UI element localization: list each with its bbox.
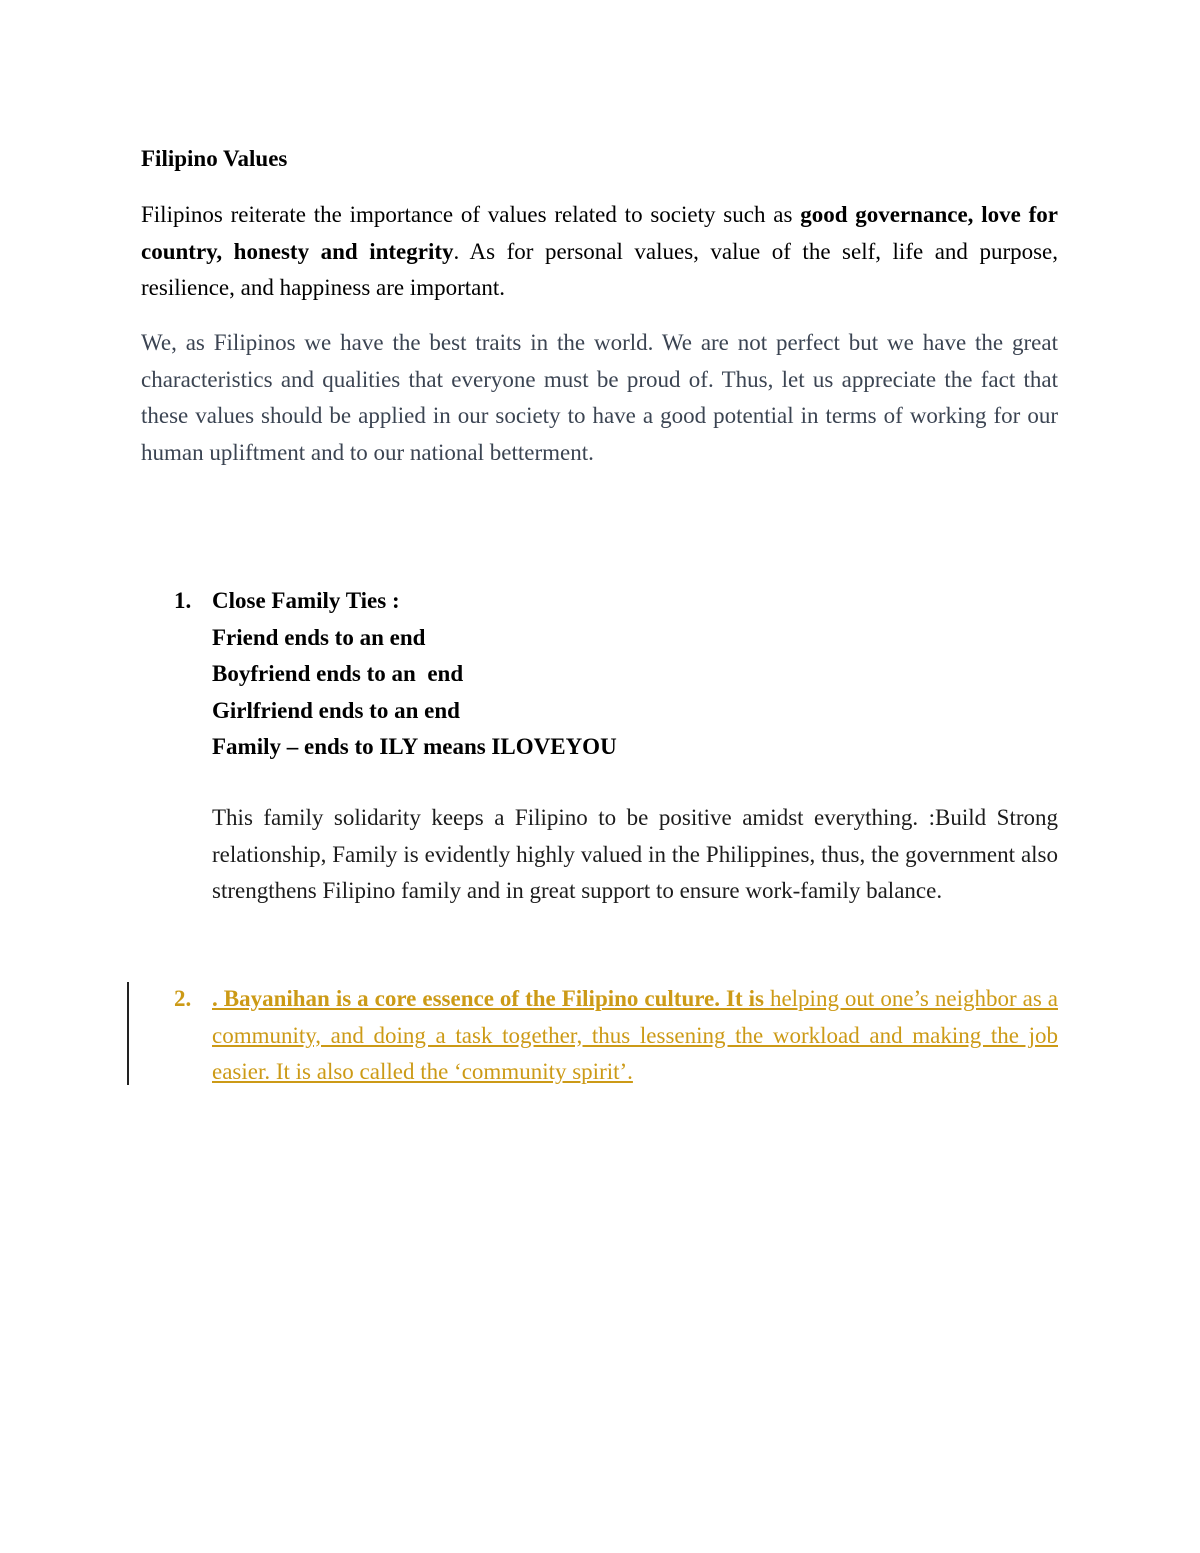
intro-paragraph [141, 197, 1058, 307]
list-number-1: 1. [174, 588, 192, 613]
intro-lead-text: Filipinos reiterate the importance of values related to society such as [141, 202, 801, 227]
traits-paragraph: We, as Filipinos we have the best traits in the world. We are not perfect but we have the great characteristics and qualities that everyone must be proud of. Thus, let us appreciate the fact that these values should be applied in our society to have a good potential in terms of working for our human upliftment and to our national betterment. [141, 330, 1058, 465]
bayanihan-paragraph [212, 981, 1058, 1091]
document-title: Filipino Values [141, 146, 288, 171]
family-solidarity-paragraph: This family solidarity keeps a Filipino to be positive amidst everything. :Build Strong relationship, Family is evidently highly valued in the Philippines, thus, the government also strengthens Filipino family and in great support to ensure work-family balance. [212, 805, 1058, 903]
bayanihan-bold-text: . Bayanihan is a core essence of the Filipino culture. It is [212, 986, 764, 1011]
family-ties-heading: Close Family Ties : [212, 588, 400, 613]
tracked-change-bar [127, 982, 129, 1085]
intro-bold-text: good governance, love for country, honesty and integrity [141, 202, 1058, 264]
family-ties-line: Girlfriend ends to an end [212, 697, 460, 723]
list-number-2: 2. [174, 986, 192, 1011]
family-ties-lines [212, 583, 1058, 766]
family-ties-line: Friend ends to an end [212, 624, 426, 650]
intro-tail-text: . As for personal values, value of the self, life and purpose, resilience, and happiness are important. [141, 238, 1059, 300]
bayanihan-text: helping out one’s neighbor as a community, and doing a task together, thus lessening the workload and making the job easier. It is also called the ‘community spirit’. [212, 986, 1058, 1084]
family-ties-line: Family – ends to ILY means ILOVEYOU [212, 734, 617, 759]
family-ties-line: Boyfriend ends to an end [212, 661, 464, 686]
